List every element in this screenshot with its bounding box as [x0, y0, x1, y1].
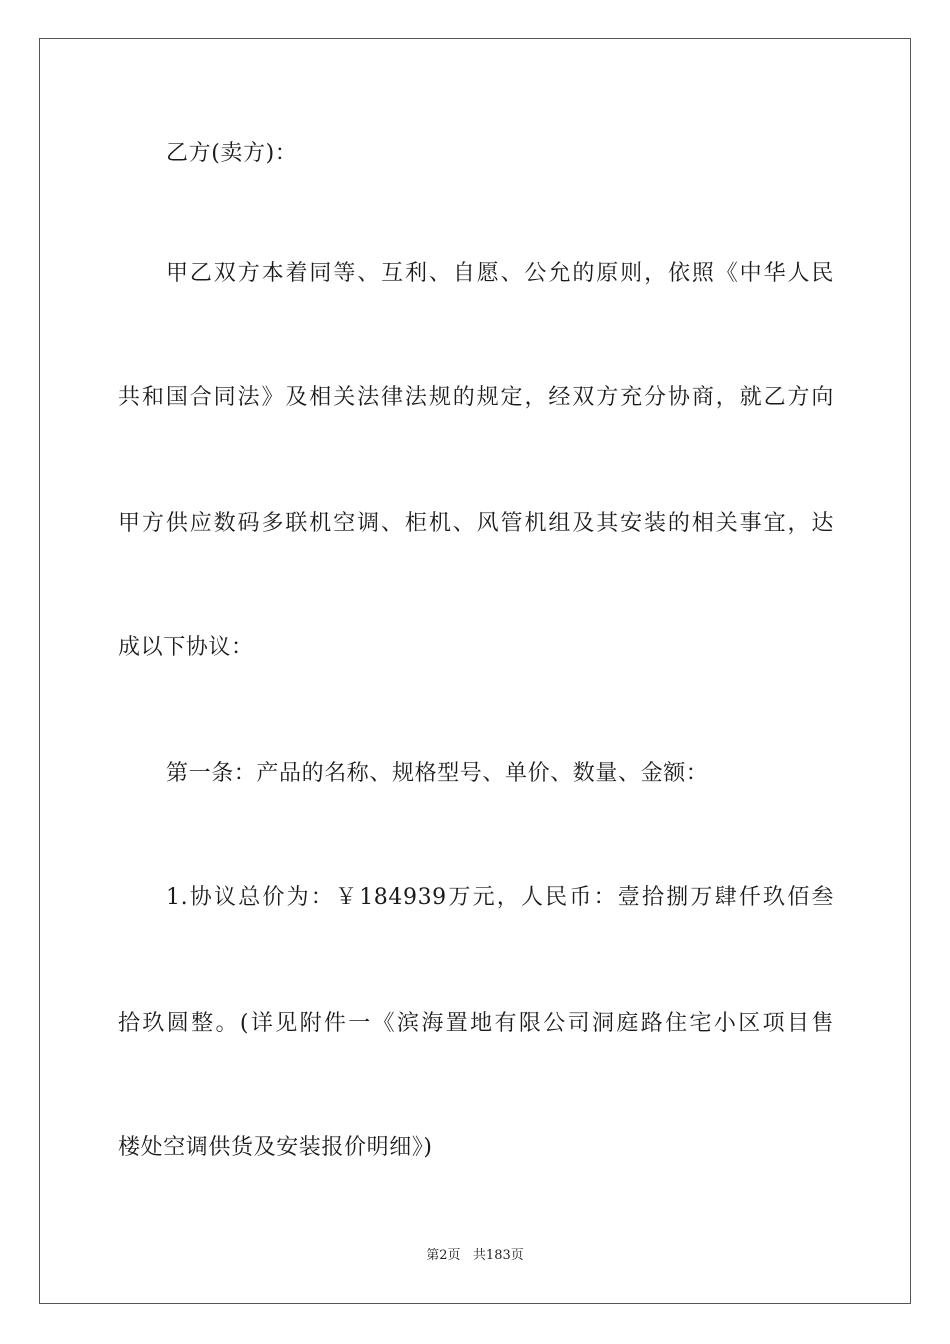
page-frame: [39, 38, 911, 1304]
paragraph-line: 共和国合同法》及相关法律法规的规定，经双方充分协商，就乙方向: [118, 385, 834, 410]
paragraph-line: 1.协议总价为：￥184939万元，人民币：壹拾捌万肆仟玖佰叁: [166, 885, 834, 910]
paragraph-line: 楼处空调供货及安装报价明细》): [118, 1135, 433, 1160]
total-pages: 共183页: [472, 1248, 524, 1263]
paragraph-line: 成以下协议：: [118, 635, 254, 660]
seller-label: 乙方(卖方)：: [166, 141, 298, 166]
paragraph-line: 甲方供应数码多联机空调、柜机、风管机组及其安装的相关事宜，达: [118, 511, 834, 536]
footer-separator: [461, 1248, 473, 1263]
page-number: 第2页: [426, 1248, 461, 1263]
article-heading: 第一条：产品的名称、规格型号、单价、数量、金额：: [166, 761, 709, 786]
page-footer: [0, 1247, 950, 1265]
paragraph-line: 拾玖圆整。(详见附件一《滨海置地有限公司洞庭路住宅小区项目售: [118, 1011, 834, 1036]
paragraph-line: 甲乙双方本着同等、互利、自愿、公允的原则，依照《中华人民: [166, 261, 834, 286]
